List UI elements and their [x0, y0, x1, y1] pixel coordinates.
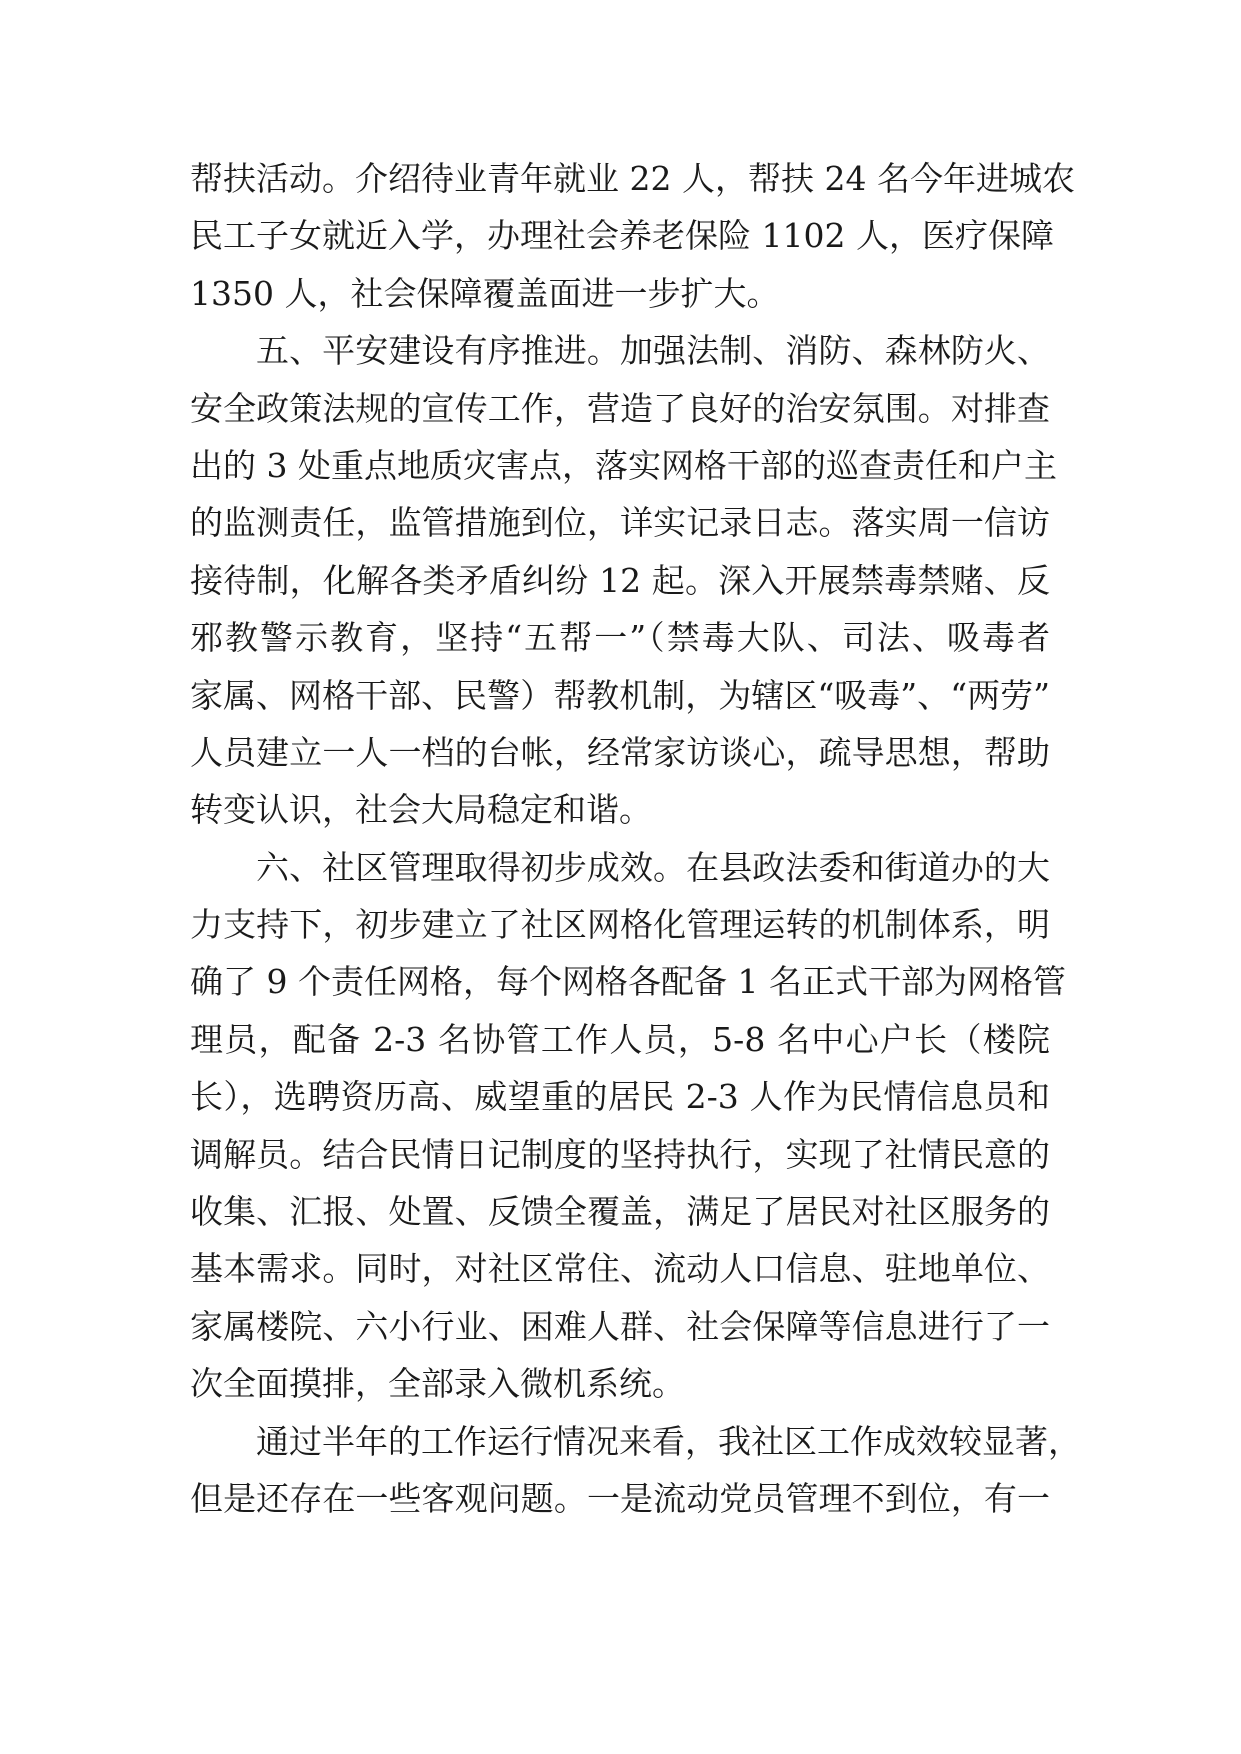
- document-body: [190, 150, 1081, 1527]
- text-line: 帮扶活动。介绍待业青年就业 22 人，帮扶 24 名今年进城农: [190, 159, 1075, 198]
- text-line: 人员建立一人一档的台帐，经常家访谈心，疏导思想，帮助: [190, 732, 1050, 772]
- text-line: 邪教警示教育，坚持“五帮一”（禁毒大队、司法、吸毒者: [190, 618, 1050, 658]
- text-line: 收集、汇报、处置、反馈全覆盖，满足了居民对社区服务的: [190, 1192, 1050, 1232]
- text-line: 但是还存在一些客观问题。一是流动党员管理不到位，有一: [190, 1478, 1050, 1518]
- text-line: 1350 人，社会保障覆盖面进一步扩大。: [190, 273, 780, 313]
- text-line: 通过半年的工作运行情况来看，我社区工作成效较显著，: [256, 1421, 1081, 1461]
- text-line: 理员，配备 2-3 名协管工作人员，5-8 名中心户长（楼院: [190, 1019, 1050, 1059]
- text-line: 出的 3 处重点地质灾害点，落实网格干部的巡查责任和户主: [190, 445, 1057, 485]
- text-line: 安全政策法规的宣传工作，营造了良好的治安氛围。对排查: [190, 388, 1050, 428]
- text-line: 次全面摸排，全部录入微机系统。: [190, 1364, 685, 1404]
- text-line: 长），选聘资历高、威望重的居民 2-3 人作为民情信息员和: [190, 1077, 1050, 1117]
- text-line: 接待制，化解各类矛盾纠纷 12 起。深入开展禁毒禁赌、反: [190, 560, 1050, 600]
- text-line: 力支持下，初步建立了社区网格化管理运转的机制体系，明: [190, 905, 1050, 945]
- text-line: 五、平安建设有序推进。加强法制、消防、森林防火、: [256, 331, 1050, 371]
- text-line: 基本需求。同时，对社区常住、流动人口信息、驻地单位、: [190, 1249, 1050, 1289]
- text-line: 家属楼院、六小行业、困难人群、社会保障等信息进行了一: [190, 1306, 1050, 1346]
- text-line: 确了 9 个责任网格，每个网格各配备 1 名正式干部为网格管: [190, 962, 1066, 1002]
- text-line: 调解员。结合民情日记制度的坚持执行，实现了社情民意的: [190, 1134, 1050, 1174]
- text-line: 转变认识，社会大局稳定和谐。: [190, 790, 652, 830]
- text-line: 六、社区管理取得初步成效。在县政法委和街道办的大: [256, 847, 1050, 887]
- text-line: 家属、网格干部、民警）帮教机制，为辖区“吸毒”、“两劳”: [190, 675, 1050, 715]
- text-line: 的监测责任，监管措施到位，详实记录日志。落实周一信访: [190, 503, 1050, 543]
- text-line: 民工子女就近入学，办理社会养老保险 1102 人，医疗保障: [190, 216, 1054, 256]
